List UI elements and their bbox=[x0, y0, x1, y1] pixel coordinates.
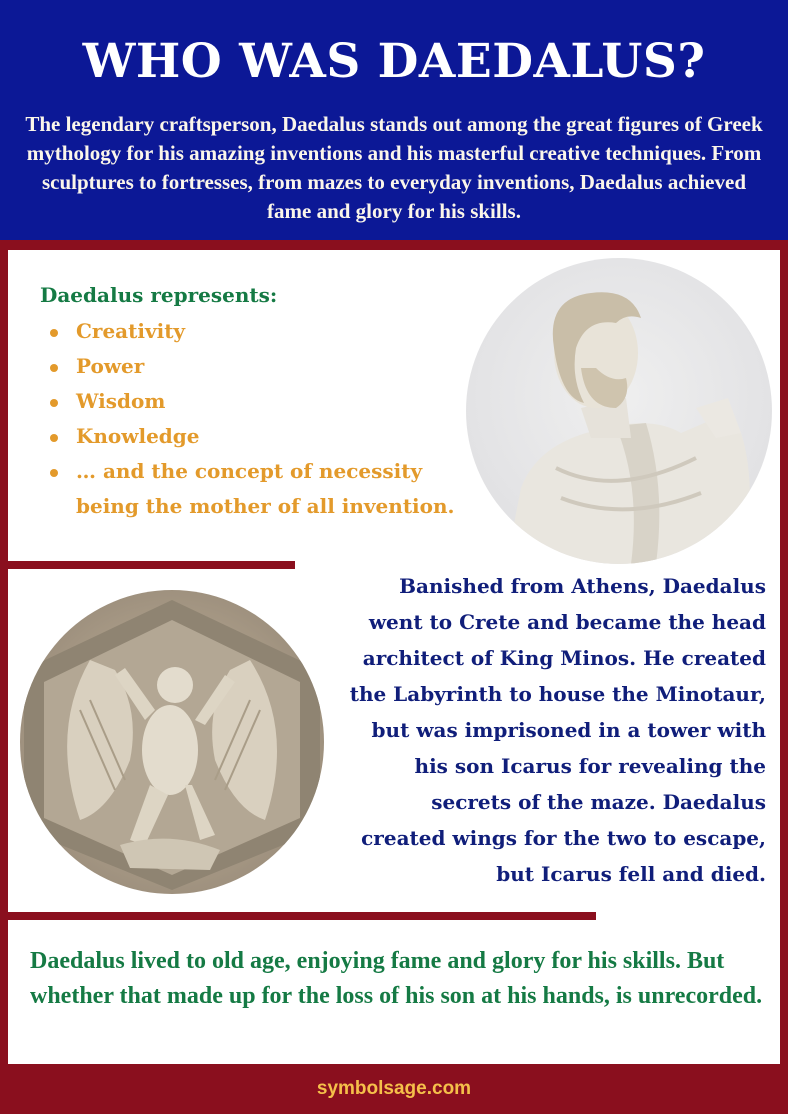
list-item: Power bbox=[50, 349, 470, 384]
list-item: Creativity bbox=[50, 314, 470, 349]
relief-image bbox=[20, 590, 324, 894]
statue-image bbox=[466, 258, 772, 564]
list-item: Wisdom bbox=[50, 384, 470, 419]
list-item: … and the concept of necessity being the mother of all invention. bbox=[50, 454, 470, 524]
header-banner bbox=[0, 0, 788, 240]
page-title: WHO WAS DAEDALUS? bbox=[82, 34, 706, 89]
represents-heading: Daedalus represents: bbox=[40, 283, 278, 307]
represents-list bbox=[50, 314, 470, 524]
relief-illustration bbox=[20, 590, 324, 894]
bullet-icon bbox=[50, 364, 58, 372]
bullet-icon bbox=[50, 399, 58, 407]
intro-paragraph: The legendary craftsperson, Daedalus stands out among the great figures of Greek mythology for his amazing inventions and his masterful creative techniques. From sculptures to fortresses, from mazes to everyday inventions, Daedalus achieved fame and glory for his skills. bbox=[25, 112, 763, 223]
closing-paragraph: Daedalus lived to old age, enjoying fame and glory for his skills. But whether that made up for the loss of his son at his hands, is unrecorded. bbox=[30, 948, 763, 1009]
content-panel bbox=[8, 250, 780, 1064]
bullet-icon bbox=[50, 469, 58, 477]
section-divider bbox=[8, 561, 295, 569]
story-paragraph: Banished from Athens, Daedalus went to Crete and became the head architect of King Minos. He created the Labyrinth to house the Minotaur, but was imprisoned in a tower with his son Icarus for revealing the secrets of the maze. Daedalus created wings for the two to escape, but Icarus fell and died. bbox=[349, 574, 766, 886]
statue-illustration bbox=[466, 258, 772, 564]
site-link[interactable]: symbolsage.com bbox=[316, 1078, 472, 1099]
section-divider bbox=[8, 912, 596, 920]
list-item: Knowledge bbox=[50, 419, 470, 454]
bullet-icon bbox=[50, 434, 58, 442]
footer bbox=[0, 1064, 788, 1114]
bullet-icon bbox=[50, 329, 58, 337]
